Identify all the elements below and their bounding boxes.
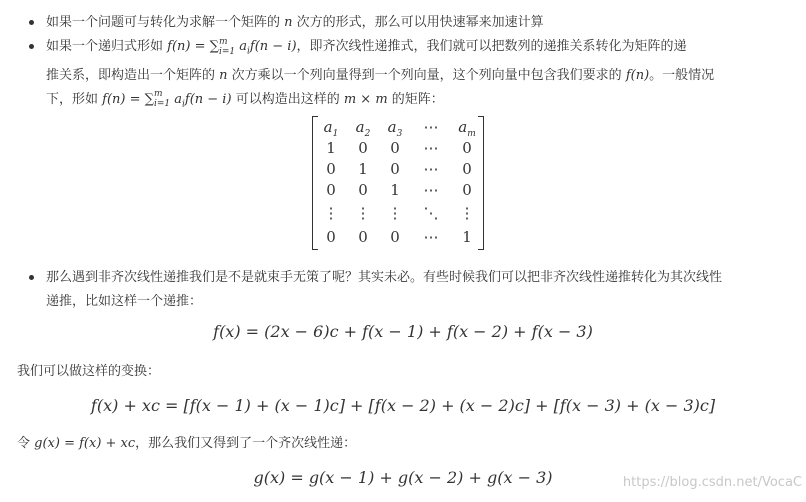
matrix-cell: 0 (326, 181, 336, 199)
line (46, 64, 786, 88)
matrix-cell: 0 (358, 181, 368, 199)
text-run: 如果一个递归式形如 (46, 39, 164, 54)
math-a-sub: i (182, 99, 185, 110)
matrix-cell: 1 (462, 228, 472, 246)
list-item-text (46, 11, 786, 35)
matrix-cell: ⋮ (323, 204, 339, 222)
text-run: 次方乘以一个列向量得到一个列向量，这个列向量中包含我们要求的 (231, 67, 622, 83)
text-run: 的矩阵： (391, 91, 444, 107)
math-f-def: f(n) = (102, 91, 145, 107)
text-run: 推关系，即构造出一个矩阵的 (46, 67, 216, 83)
text-run: 。一般情况 (649, 67, 715, 83)
bullet-dot (29, 20, 34, 25)
math-a-sub: i (247, 46, 250, 57)
matrix-cell: ⋯ (423, 160, 439, 178)
line (46, 88, 786, 117)
equation-2: f(x) + xc = [f(x − 1) + (x − 1)c] + [f(x − 2) + (x − 2)c] + [f(x − 3) + (x − 3)c] (90, 396, 716, 415)
text-run: ，那么我们又得到了一个齐次线性递： (135, 436, 357, 451)
matrix-cell: $a_m$ (458, 118, 476, 139)
math-n: n (219, 67, 228, 83)
matrix-cell: 0 (326, 160, 336, 178)
matrix-cell: 0 (390, 139, 400, 157)
list-item-text (46, 266, 786, 314)
line: 那么遇到非齐次线性递推我们是不是就束手无策了呢？其实未必。有些时候我们可以把非齐次线性递推转化为其次线性 (46, 270, 723, 285)
text-run: 令 (17, 436, 31, 451)
text-run: 次方的形式，那么可以用快速幂来加速计算 (296, 15, 544, 30)
matrix-cell: 0 (390, 160, 400, 178)
matrix-cell: 1 (358, 160, 368, 178)
math-sum-sup: m (153, 89, 163, 100)
equation-3: g(x) = g(x − 1) + g(x − 2) + g(x − 3) (253, 468, 553, 487)
matrix-cell: ⋯ (423, 118, 439, 136)
matrix-cell: 0 (462, 181, 472, 199)
matrix-cell: ⋱ (423, 204, 439, 222)
text-run: ，即齐次线性递推式，我们就可以把数列的递推关系转化为矩阵的递 (296, 39, 687, 54)
line: 递推，比如这样一个递推： (46, 294, 203, 309)
matrix-cell: 0 (390, 228, 400, 246)
matrix-cell: ⋯ (423, 181, 439, 199)
text-run: 下，形如 (46, 91, 99, 107)
matrix-cell: 1 (326, 139, 336, 157)
math-sum-sub: i=1 (153, 99, 171, 110)
math-a: a (174, 91, 182, 107)
bullet-dot (29, 44, 34, 49)
matrix-cell: 0 (358, 139, 368, 157)
matrix-cell: $a_2$ (355, 118, 371, 139)
math-a: a (239, 39, 247, 54)
text-run: 如果一个问题可与转化为求解一个矩阵的 (46, 15, 281, 30)
matrix-cell: 0 (358, 228, 368, 246)
paragraph: 我们可以做这样的变换： (17, 364, 161, 379)
math-n: n (284, 15, 293, 30)
matrix-cell: $a_1$ (323, 118, 339, 139)
equation-1: f(x) = (2x − 6)c + f(x − 1) + f(x − 2) + f(x − 3) (213, 322, 593, 341)
bullet-dot (29, 275, 34, 280)
watermark: https://blog.csdn.net/VocaC (622, 475, 802, 490)
math-f-term: f(n − i) (249, 39, 297, 54)
matrix-cell: 1 (390, 181, 400, 199)
math-f-term: f(n − i) (184, 91, 232, 107)
math-sum-symbol: ∑ (144, 91, 154, 107)
matrix-cell: $a_3$ (387, 118, 403, 139)
math-mxm: m × m (343, 91, 388, 107)
math-sum-symbol: ∑ (209, 39, 219, 54)
matrix-cell: 0 (326, 228, 336, 246)
matrix-cell: 0 (462, 139, 472, 157)
math-sum-limits (219, 37, 235, 57)
matrix-cell: ⋯ (423, 139, 439, 157)
math-g-def: g(x) = f(x) + xc (34, 436, 136, 451)
math-sum-limits (154, 89, 170, 109)
math-sum-sub: i=1 (218, 46, 236, 57)
math-sum-sup: m (218, 36, 228, 47)
matrix-cell: ⋮ (459, 204, 475, 222)
matrix-cell: ⋯ (423, 228, 439, 246)
line (46, 35, 786, 64)
matrix-cell: ⋮ (355, 204, 371, 222)
math-f-def: f(n) = (167, 39, 210, 54)
matrix-cell: 0 (462, 160, 472, 178)
matrix (312, 116, 484, 250)
list-item-text (46, 35, 786, 116)
math-fn: f(n) (625, 67, 650, 83)
text-run: 可以构造出这样的 (235, 91, 340, 107)
paragraph (0, 432, 806, 456)
matrix-cell: ⋮ (387, 204, 403, 222)
